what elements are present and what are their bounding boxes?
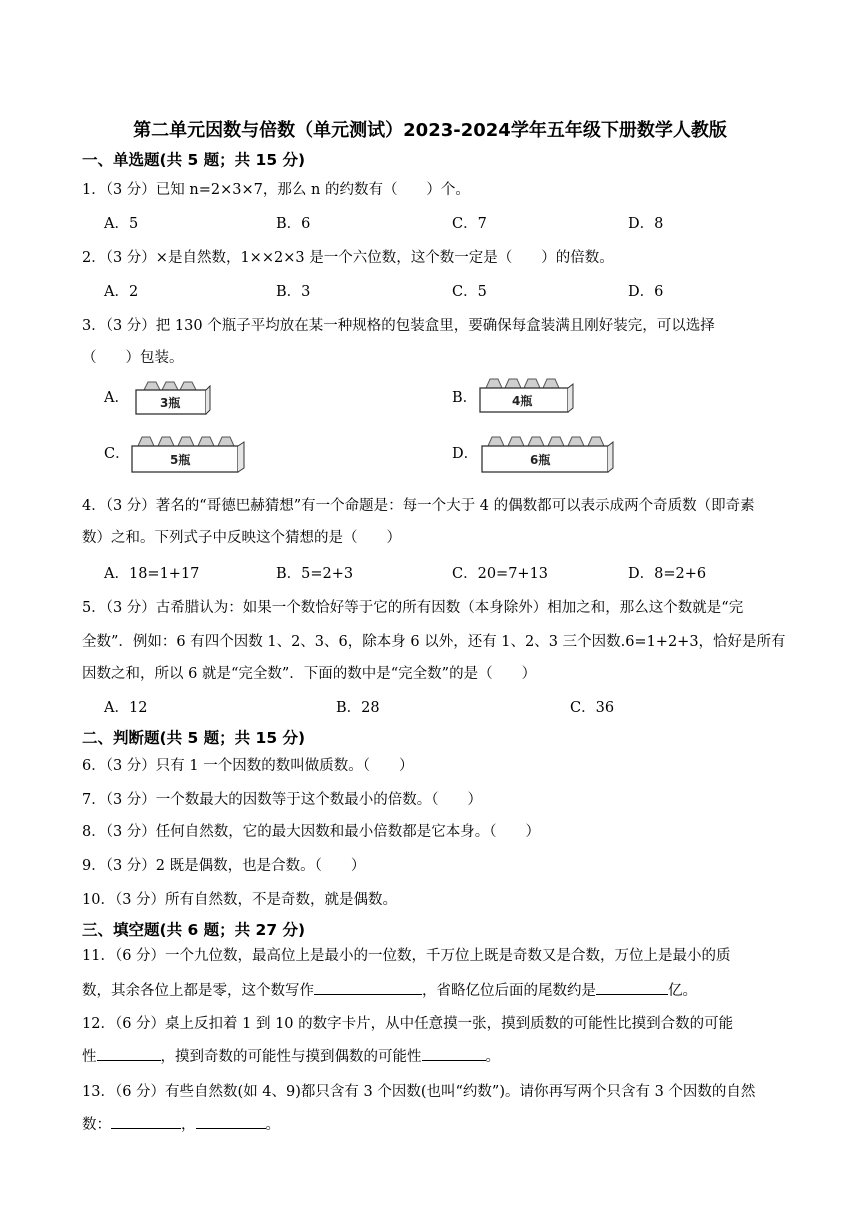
q5-option-c: C．36	[570, 700, 615, 716]
question-6: 6．（3 分）只有 1 一个因数的数叫做质数。（ ）	[82, 758, 414, 774]
question-4-line-1: 4．（3 分）著名的“哥德巴赫猜想”有一个命题是：每一个大于 4 的偶数都可以表示成两个奇质数（即奇素	[82, 498, 755, 514]
page-title: 第二单元因数与倍数（单元测试）2023-2024学年五年级下册数学人教版	[133, 120, 727, 141]
q12-answer-blank-2[interactable]	[422, 1046, 486, 1061]
q2-option-a: A．2	[104, 284, 139, 300]
q13-text-b: ，	[181, 1117, 196, 1133]
q4-option-d: D．8=2+6	[628, 566, 707, 582]
q13-answer-blank-1[interactable]	[111, 1114, 181, 1129]
q12-text-b: ，摸到奇数的可能性与摸到偶数的可能性	[160, 1049, 422, 1065]
q3-option-b: B．	[452, 390, 478, 406]
section-heading-single-choice: 一、单选题(共 5 题；共 15 分)	[82, 151, 306, 169]
q11-text-a: 数，其余各位上都是零，这个数写作	[82, 983, 314, 999]
q11-text-b: ，省略亿位后面的尾数约是	[422, 983, 596, 999]
question-5-line-1: 5．（3 分）古希腊认为：如果一个数恰好等于它的所有因数（本身除外）相加之和，那么这个数就是“完	[82, 600, 744, 616]
q5-option-a: A．12	[104, 700, 148, 716]
q5-option-b: B．28	[336, 700, 380, 716]
question-13-line-2	[82, 1114, 280, 1135]
box-b-label: 4瓶	[512, 394, 533, 408]
q12-text-c: 。	[485, 1049, 500, 1065]
question-1: 1．（3 分）已知 n=2×3×7，那么 n 的约数有（ ）个。	[82, 182, 470, 198]
question-12-line-2	[82, 1046, 500, 1067]
question-12-line-1: 12．（6 分）桌上反扣着 1 到 10 的数字卡片，从中任意摸一张，摸到质数的可能性比摸到合数的可能	[82, 1016, 734, 1032]
question-3-line-2: （ ）包装。	[82, 350, 184, 366]
q11-answer-blank-2[interactable]	[596, 980, 668, 995]
q4-option-a: A．18=1+17	[104, 566, 200, 582]
bottle-box-6-image	[478, 432, 616, 476]
bottles-icon	[138, 437, 234, 446]
q4-option-b: B．5=2+3	[276, 566, 354, 582]
section-heading-true-false: 二、判断题(共 5 题；共 15 分)	[82, 729, 306, 747]
q4-option-c: C．20=7+13	[452, 566, 549, 582]
q2-option-b: B．3	[276, 284, 311, 300]
question-11-line-2	[82, 980, 697, 1001]
q11-answer-blank-1[interactable]	[314, 980, 422, 995]
question-8: 8．（3 分）任何自然数，它的最大因数和最小倍数都是它本身。（ ）	[82, 824, 541, 840]
q13-text-a: 数：	[82, 1117, 111, 1133]
box-d-label: 6瓶	[530, 453, 551, 467]
q2-option-c: C．5	[452, 284, 487, 300]
box-c-label: 5瓶	[170, 453, 191, 467]
question-2: 2．（3 分）×是自然数，1××2×3 是一个六位数，这个数一定是（ ）的倍数。	[82, 250, 614, 266]
question-3-line-1: 3．（3 分）把 130 个瓶子平均放在某一种规格的包装盒里，要确保每盒装满且刚好装完，可以选择	[82, 318, 715, 334]
bottle-box-3-image	[130, 378, 212, 416]
q13-text-c: 。	[265, 1117, 280, 1133]
box-a-label: 3瓶	[160, 396, 181, 410]
question-10: 10．（3 分）所有自然数，不是奇数，就是偶数。	[82, 892, 398, 908]
q12-answer-blank-1[interactable]	[97, 1046, 161, 1061]
q2-option-d: D．6	[628, 284, 664, 300]
question-11-line-1: 11．（6 分）一个九位数，最高位上是最小的一位数，千万位上既是奇数又是合数，万位上是最小的质	[82, 948, 731, 964]
question-13-line-1: 13．（6 分）有些自然数(如 4、9)都只含有 3 个因数(也叫“约数”)。请你再写两个只含有 3 个因数的自然	[82, 1084, 756, 1100]
q13-answer-blank-2[interactable]	[196, 1114, 266, 1129]
bottles-icon	[144, 382, 196, 390]
question-5-line-2: 全数”．例如：6 有四个因数 1、2、3、6，除本身 6 以外，还有 1、2、3 三个因数.6=1+2+3，恰好是所有	[82, 634, 786, 650]
q3-option-c: C．	[104, 446, 130, 462]
q12-text-a: 性	[82, 1049, 97, 1065]
bottles-icon	[486, 379, 559, 388]
section-heading-fill-in: 三、填空题(共 6 题；共 27 分)	[82, 921, 306, 939]
question-7: 7．（3 分）一个数最大的因数等于这个数最小的倍数。（ ）	[82, 792, 483, 808]
bottle-box-4-image	[476, 374, 576, 414]
question-5-line-3: 因数之和，所以 6 就是“完全数”．下面的数中是“完全数”的是（ ）	[82, 666, 537, 682]
q3-option-a: A．	[104, 390, 129, 406]
q1-option-c: C．7	[452, 216, 487, 232]
q1-option-b: B．6	[276, 216, 311, 232]
q1-option-d: D．8	[628, 216, 664, 232]
bottles-icon	[488, 437, 604, 446]
bottle-box-5-image	[128, 432, 248, 476]
q1-option-a: A．5	[104, 216, 139, 232]
q11-text-c: 亿。	[668, 983, 697, 999]
q3-option-d: D．	[452, 446, 479, 462]
question-9: 9．（3 分）2 既是偶数，也是合数。（ ）	[82, 858, 366, 874]
question-4-line-2: 数）之和。下列式子中反映这个猜想的是（ ）	[82, 530, 401, 546]
